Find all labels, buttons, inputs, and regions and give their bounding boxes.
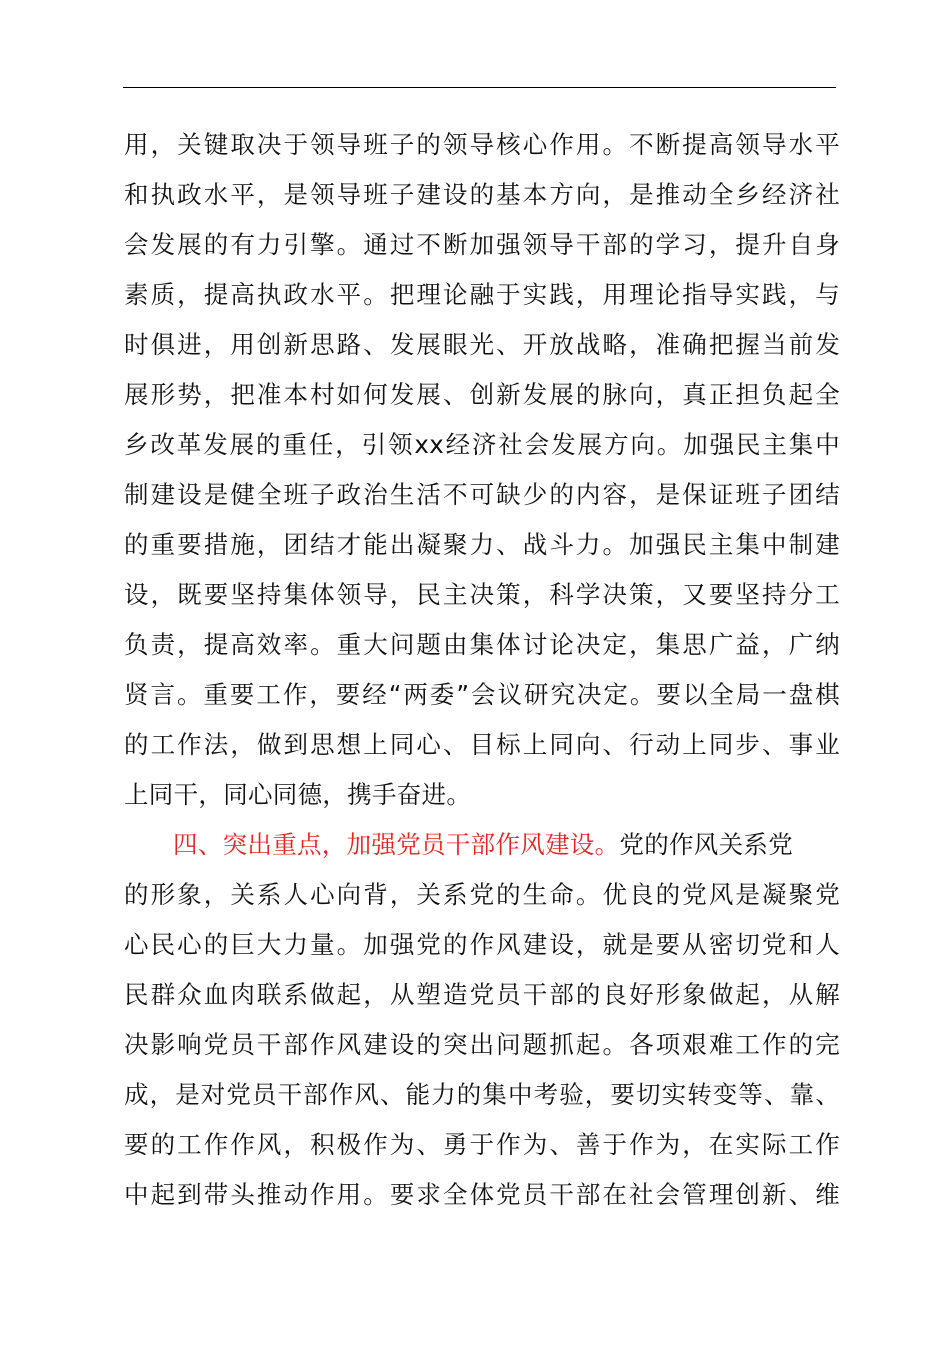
body-text (124, 120, 840, 1220)
text-line: 心民心的巨大力量。加强党的作风建设，就是要从密切党和人 (124, 930, 840, 959)
text-line: 决影响党员干部作风建设的突出问题抓起。各项艰难工作的完 (124, 1030, 840, 1059)
text-line: 的工作法，做到思想上同心、目标上同向、行动上同步、事业 (124, 730, 840, 759)
text-line: 中起到带头推动作用。要求全体党员干部在社会管理创新、维 (124, 1180, 840, 1209)
text-line: 贤言。重要工作，要经“两委”会议研究决定。要以全局一盘棋 (124, 680, 840, 709)
text-line: 上同干，同心同德，携手奋进。 (124, 780, 472, 809)
text-line: 会发展的有力引擎。通过不断加强领导干部的学习，提升自身 (124, 230, 840, 259)
text-line: 用，关键取决于领导班子的领导核心作用。不断提高领导水平 (124, 130, 840, 159)
text-line: 设，既要坚持集体领导，民主决策，科学决策，又要坚持分工 (124, 580, 840, 609)
section-heading-rest: 党的作风关系党 (619, 830, 794, 859)
text-line: 素质，提高执政水平。把理论融于实践，用理论指导实践，与 (124, 280, 840, 309)
text-line: 成，是对党员干部作风、能力的集中考验，要切实转变等、靠、 (124, 1080, 840, 1109)
header-rule (123, 87, 836, 88)
text-line: 负责，提高效率。重大问题由集体讨论决定，集思广益，广纳 (124, 630, 840, 659)
text-line: 要的工作作风，积极作为、勇于作为、善于作为，在实际工作 (124, 1130, 840, 1159)
text-line: 制建设是健全班子政治生活不可缺少的内容，是保证班子团结 (124, 480, 840, 509)
text-line: 和执政水平，是领导班子建设的基本方向，是推动全乡经济社 (124, 180, 840, 209)
text-line: 展形势，把准本村如何发展、创新发展的脉向，真正担负起全 (124, 380, 840, 409)
text-line: 的形象，关系人心向背，关系党的生命。优良的党风是凝聚党 (124, 880, 840, 909)
section-heading-line (124, 820, 840, 870)
text-line: 民群众血肉联系做起，从塑造党员干部的良好形象做起，从解 (124, 980, 840, 1009)
text-line: 乡改革发展的重任，引领xx经济社会发展方向。加强民主集中 (124, 430, 840, 459)
text-line: 时俱进，用创新思路、发展眼光、开放战略，准确把握当前发 (124, 330, 840, 359)
section-heading: 四、突出重点，加强党员干部作风建设。 (173, 830, 620, 859)
text-line: 的重要措施，团结才能出凝聚力、战斗力。加强民主集中制建 (124, 530, 840, 559)
